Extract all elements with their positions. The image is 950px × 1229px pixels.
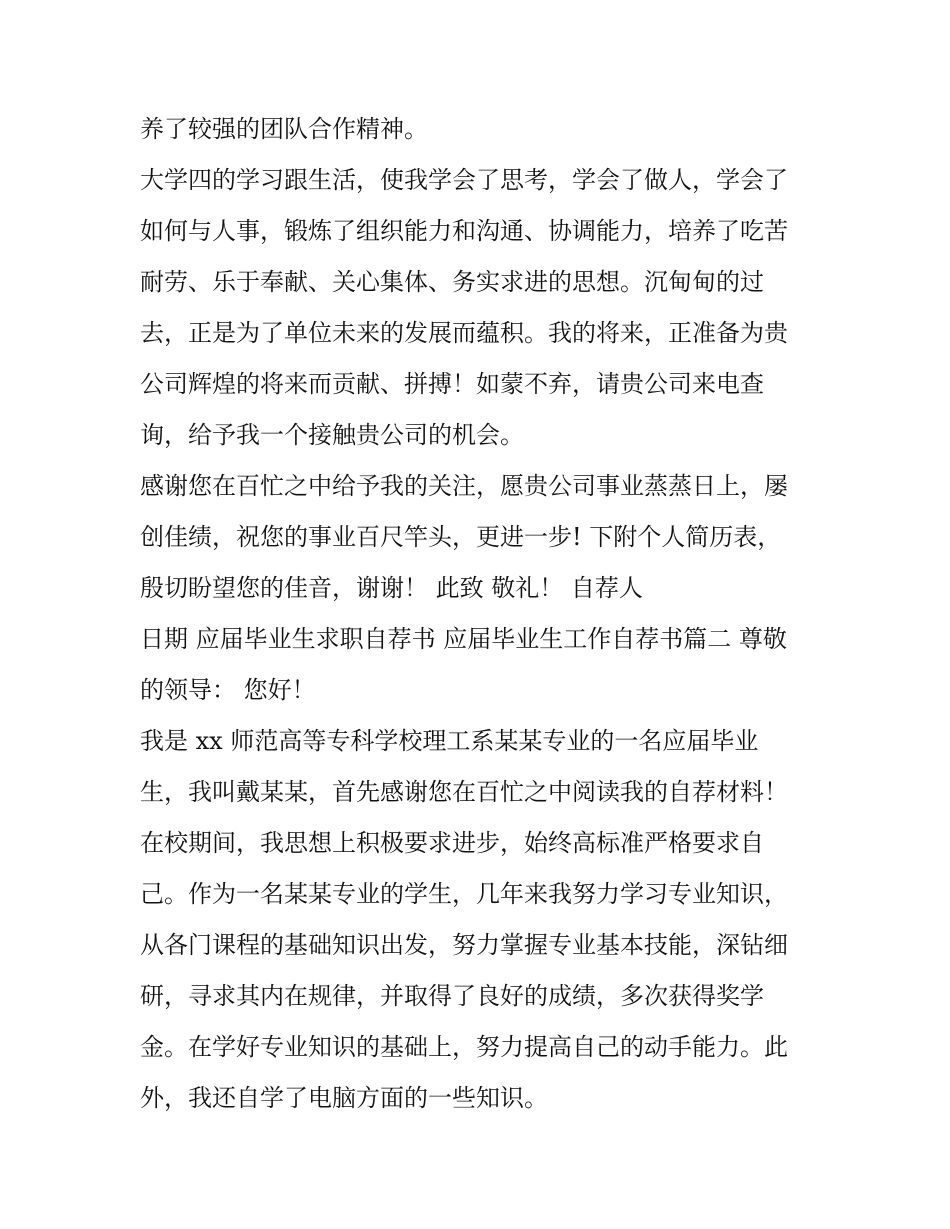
text-line: 询，给予我一个接触贵公司的机会。 [140, 421, 524, 449]
text-line: 在校期间，我思想上积极要求进步，始终高标准严格要求自 [140, 829, 764, 857]
text-line: 我是 xx 师范高等专科学校理工系某某专业的一名应届毕业 [140, 727, 759, 755]
text-line: 创佳绩，祝您的事业百尺竿头，更进一步! 下附个人简历表， [140, 523, 782, 551]
text-line: 外，我还自学了电脑方面的一些知识。 [140, 1084, 548, 1112]
text-line: 如何与人事，锻炼了组织能力和沟通、协调能力，培养了吃苦 [140, 217, 788, 245]
text-line: 的领导： 您好！ [140, 676, 316, 704]
text-line: 耐劳、乐于奉献、关心集体、务实求进的思想。沉甸甸的过 [140, 268, 764, 296]
text-line: 研，寻求其内在规律，并取得了良好的成绩，多次获得奖学 [140, 982, 764, 1010]
document-body [140, 104, 840, 1124]
text-line: 殷切盼望您的佳音，谢谢！ 此致 敬礼！ 自荐人 [140, 574, 643, 602]
text-line: 去，正是为了单位未来的发展而蕴积。我的将来，正准备为贵 [140, 319, 788, 347]
text-line: 从各门课程的基础知识出发，努力掌握专业基本技能，深钻细 [140, 931, 788, 959]
text-line: 己。作为一名某某专业的学生，几年来我努力学习专业知识， [140, 880, 788, 908]
text-line: 金。在学好专业知识的基础上，努力提高自己的动手能力。此 [140, 1033, 788, 1061]
text-line: 感谢您在百忙之中给予我的关注，愿贵公司事业蒸蒸日上，屡 [140, 472, 788, 500]
text-line: 公司辉煌的将来而贡献、拼搏！如蒙不弃，请贵公司来电查 [140, 370, 764, 398]
text-line: 养了较强的团队合作精神。 [140, 115, 428, 143]
text-line: 日期 应届毕业生求职自荐书 应届毕业生工作自荐书篇二 尊敬 [140, 625, 787, 653]
text-line: 生，我叫戴某某，首先感谢您在百忙之中阅读我的自荐材料！ [140, 778, 788, 806]
text-line: 大学四的学习跟生活，使我学会了思考，学会了做人，学会了 [140, 166, 788, 194]
